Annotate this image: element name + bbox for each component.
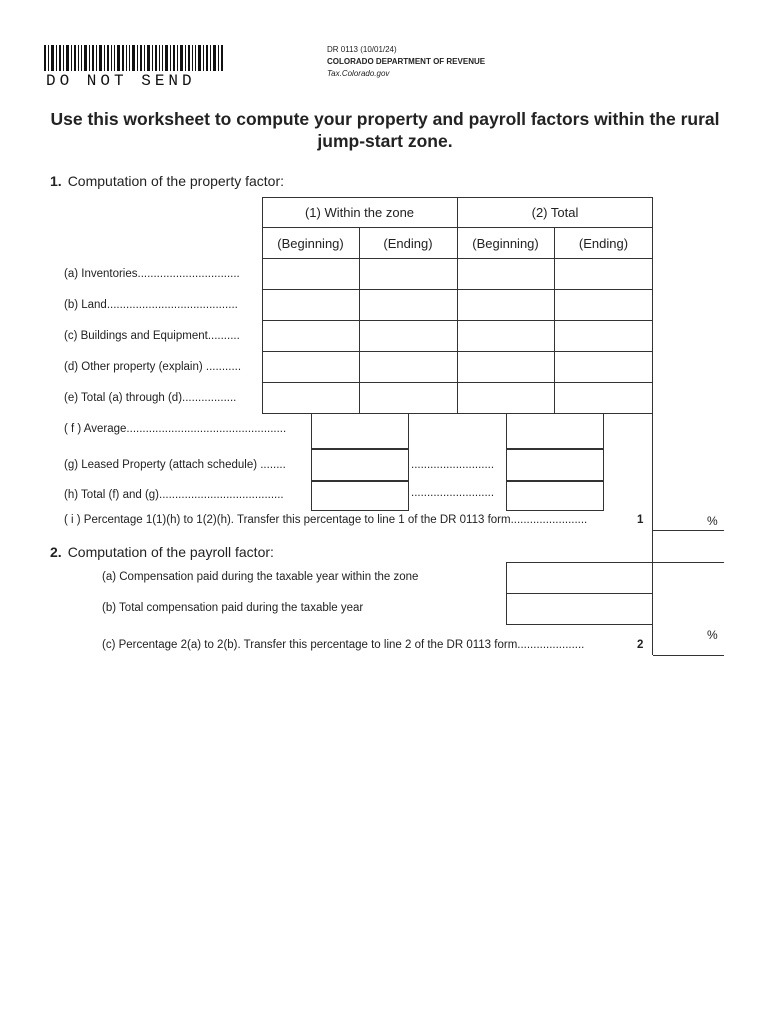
other-zone-ending-input[interactable]: [360, 352, 458, 383]
total-dots: ..........................: [411, 487, 495, 499]
total-fg-zone-input[interactable]: [311, 481, 409, 511]
payroll-label-b: (b) Total compensation paid during the taxable year: [102, 602, 364, 614]
leased-dots: ..........................: [411, 459, 495, 471]
buildings-zone-beginning-input[interactable]: [263, 321, 360, 352]
other-total-ending-input[interactable]: [555, 352, 653, 383]
inventories-total-ending-input[interactable]: [555, 259, 653, 290]
inventories-zone-ending-input[interactable]: [360, 259, 458, 290]
row-label-percentage-1: ( i ) Percentage 1(1)(h) to 1(2)(h). Transfer this percentage to line 1 of the DR 0113 form........................: [64, 514, 588, 526]
total-ae-total-ending-input[interactable]: [555, 383, 653, 414]
section2-number: 2.: [50, 544, 62, 560]
leased-total-input[interactable]: [506, 449, 604, 481]
land-total-ending-input[interactable]: [555, 290, 653, 321]
row-label-average: ( f ) Average..................................................: [64, 423, 287, 435]
percentage-1-underline: [653, 530, 724, 531]
form-header: [327, 44, 485, 80]
right-rule: [652, 413, 653, 563]
buildings-zone-ending-input[interactable]: [360, 321, 458, 352]
inventories-total-beginning-input[interactable]: [458, 259, 555, 290]
section2-title: Computation of the payroll factor:: [67, 544, 274, 560]
percent-symbol-1: %: [707, 514, 718, 528]
line-number-2: 2: [637, 639, 644, 651]
row-label-total-f-g: (h) Total (f) and (g).......................................: [64, 489, 284, 501]
barcode-image: [44, 45, 224, 75]
total-ae-total-beginning-input[interactable]: [458, 383, 555, 414]
buildings-total-beginning-input[interactable]: [458, 321, 555, 352]
form-id: DR 0113 (10/01/24): [327, 45, 397, 54]
row-label-land: (b) Land.........................................: [64, 299, 238, 311]
department-name: COLORADO DEPARTMENT OF REVENUE: [327, 57, 486, 66]
col-total-beginning: (Beginning): [472, 236, 539, 251]
inventories-zone-beginning-input[interactable]: [263, 259, 360, 290]
leased-zone-input[interactable]: [311, 449, 409, 481]
line-number-1: 1: [637, 514, 644, 526]
other-total-beginning-input[interactable]: [458, 352, 555, 383]
percent-symbol-2: %: [707, 628, 718, 642]
percentage-2-underline: [653, 655, 724, 656]
other-zone-beginning-input[interactable]: [263, 352, 360, 383]
total-fg-total-input[interactable]: [506, 481, 604, 511]
payroll-label-c: (c) Percentage 2(a) to 2(b). Transfer this percentage to line 2 of the DR 0113 form.....................: [102, 639, 585, 651]
row-label-inventories: (a) Inventories................................: [64, 268, 240, 280]
section1-heading: [50, 173, 284, 189]
land-zone-beginning-input[interactable]: [263, 290, 360, 321]
col-zone-beginning: (Beginning): [277, 236, 344, 251]
col-zone-ending: (Ending): [383, 236, 433, 251]
total-ae-zone-beginning-input[interactable]: [263, 383, 360, 414]
compensation-zone-input[interactable]: [506, 562, 653, 594]
section1-number: 1.: [50, 173, 62, 189]
buildings-total-ending-input[interactable]: [555, 321, 653, 352]
do-not-send-label: DO NOT SEND: [46, 72, 196, 90]
section1-title: Computation of the property factor:: [67, 173, 285, 189]
row-label-buildings: (c) Buildings and Equipment..........: [64, 330, 240, 342]
row-label-leased: (g) Leased Property (attach schedule) ........: [64, 459, 286, 471]
land-total-beginning-input[interactable]: [458, 290, 555, 321]
compensation-total-input[interactable]: [506, 593, 653, 625]
payroll-label-a: (a) Compensation paid during the taxable year within the zone: [102, 571, 419, 583]
average-zone-input[interactable]: [311, 413, 409, 449]
average-total-input[interactable]: [506, 413, 604, 449]
total-ae-zone-ending-input[interactable]: [360, 383, 458, 414]
website-link[interactable]: Tax.Colorado.gov: [327, 69, 390, 78]
page-title: Use this worksheet to compute your property and payroll factors within the rural jump-start zone.: [50, 109, 720, 151]
col-total-ending: (Ending): [578, 236, 629, 251]
row-label-other-property: (d) Other property (explain) ...........: [64, 361, 242, 373]
row-label-total-a-d: (e) Total (a) through (d).................: [64, 392, 237, 404]
land-zone-ending-input[interactable]: [360, 290, 458, 321]
col-group-within-zone: (1) Within the zone: [304, 205, 415, 220]
section2-heading: [50, 544, 274, 560]
property-inputs: [263, 259, 653, 414]
section2-top-rule: [653, 562, 724, 563]
col-group-total: (2) Total: [531, 205, 579, 220]
